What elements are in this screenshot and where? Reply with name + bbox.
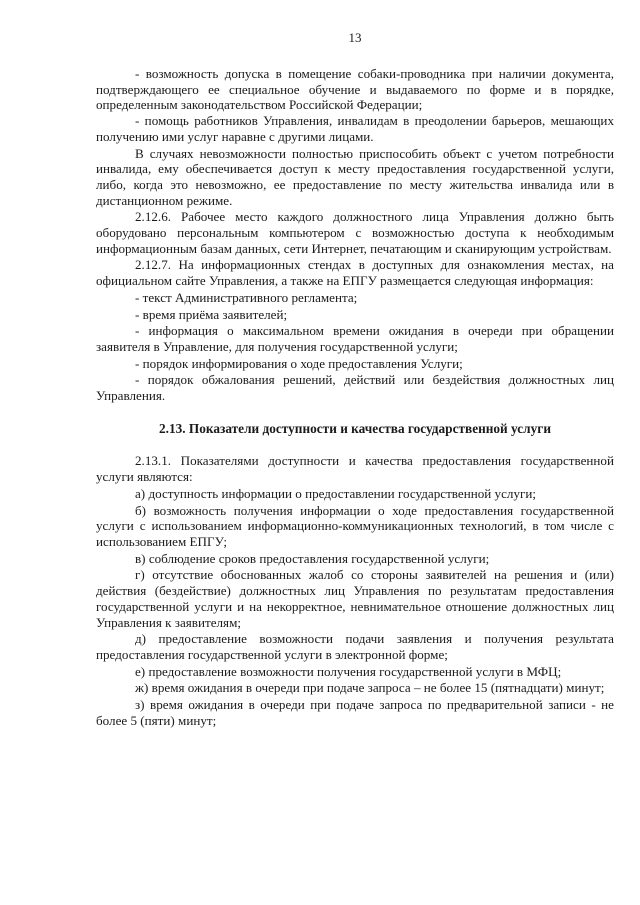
list-item-max-wait-info: - информация о максимальном времени ожидания в очереди при обращении заявителя в Управление, для получения государственной услуги; <box>96 323 614 354</box>
paragraph-accessibility-impossible: В случаях невозможности полностью приспособить объект с учетом потребности инвалида, ему обеспечивается доступ к месту предоставления государственной услуги, либо, когда это невозможно, ее предоставление по месту жительства инвалида или в дистанционном режиме. <box>96 145 614 208</box>
paragraph-guide-dog: - возможность допуска в помещение собаки-проводника при наличии документа, подтверждающего ее специальное обучение и выдаваемого по форме и в порядке, определенным законодательством Российской Федерации; <box>96 66 614 113</box>
list-item-zh: ж) время ожидания в очереди при подаче запроса – не более 15 (пятнадцати) минут; <box>135 680 605 696</box>
document-page <box>96 30 614 728</box>
list-item-a: а) доступность информации о предоставлении государственной услуги; <box>135 485 537 501</box>
list-item-v: в) соблюдение сроков предоставления государственной услуги; <box>135 550 490 566</box>
paragraph-2-12-7: 2.12.7. На информационных стендах в доступных для ознакомления местах, на официальном сайте Управления, а также на ЕПГУ размещается следующая информация: <box>96 257 614 289</box>
list-item-d: д) предоставление возможности подачи заявления и получения результата предоставления государственной услуги в электронной форме; <box>96 631 614 662</box>
page-number: 13 <box>348 30 362 45</box>
list-item-reception-time: - время приёма заявителей; <box>135 306 288 322</box>
list-item-progress-info: - порядок информирования о ходе предоставления Услуги; <box>135 355 463 371</box>
paragraph-staff-help: - помощь работников Управления, инвалидам в преодолении барьеров, мешающих получению ими услуг наравне с другими лицами. <box>96 113 614 144</box>
list-item-g: г) отсутствие обоснованных жалоб со стороны заявителей на решения и (или) действия (бездействие) должностных лиц Управления по результатам предоставления государственной услуги и на некорректное, невнимательное отношение должностных лиц Управления к заявителям; <box>96 567 614 630</box>
list-item-e: е) предоставление возможности получения государственной услуги в МФЦ; <box>135 663 562 679</box>
list-item-z: з) время ожидания в очереди при подаче запроса по предварительной записи - не более 5 (пяти) минут; <box>96 697 614 728</box>
list-item-regulation-text: - текст Административного регламента; <box>135 289 358 305</box>
paragraph-2-12-6: 2.12.6. Рабочее место каждого должностного лица Управления должно быть оборудовано персональным компьютером с возможностью доступа к необходимым информационным базам данных, сети Интернет, печатающим и сканирующим устройствам. <box>96 209 614 256</box>
list-item-appeal-procedure: - порядок обжалования решений, действий или бездействия должностных лиц Управления. <box>96 372 614 404</box>
list-item-b: б) возможность получения информации о ходе предоставления государственной услуги с использованием информационно-коммуникационных технологий, в том числе с использованием ЕПГУ; <box>96 502 614 549</box>
section-heading: 2.13. Показатели доступности и качества государственной услуги <box>158 420 551 436</box>
paragraph-2-13-1: 2.13.1. Показателями доступности и качества предоставления государственной услуги являются: <box>96 453 614 485</box>
